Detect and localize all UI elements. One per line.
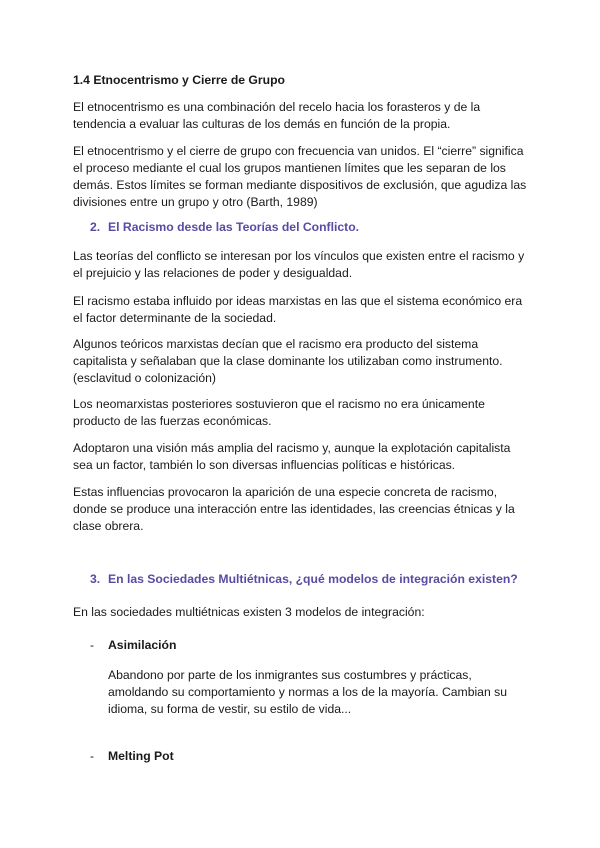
text-line: El racismo estaba influido por ideas marxistas en las que el sistema económico era [73, 294, 523, 308]
text-line: tendencia a evaluar las culturas de los demás en función de la propia. [73, 117, 451, 131]
list-dash: - [90, 749, 95, 763]
list-item-melting-pot [90, 749, 174, 763]
section-3-heading [90, 572, 518, 586]
text-line: el prejuicio y las relaciones de poder y desigualdad. [73, 266, 353, 280]
section-2-paragraph-6 [73, 484, 533, 535]
list-item-asimilacion [90, 638, 176, 652]
section-3-title: En las Sociedades Multiétnicas, ¿qué modelos de integración existen? [108, 572, 518, 586]
text-line: amoldando su comportamiento y normas a los de la mayoría. Cambian su [108, 685, 507, 699]
section-2-title: El Racismo desde las Teorías del Conflicto. [108, 220, 360, 234]
text-line: (esclavitud o colonización) [73, 371, 216, 385]
text-line: Las teorías del conflicto se interesan por los vínculos que existen entre el racismo y [73, 249, 525, 263]
section-2-paragraph-5 [73, 440, 533, 474]
text-line: producto de las fuerzas económicas. [73, 414, 272, 428]
list-item-label: Asimilación [108, 638, 177, 652]
text-line: demás. Estos límites se forman mediante dispositivos de exclusión, que agudiza las [73, 178, 527, 192]
text-line: divisiones entre un grupo y otro (Barth, 1989) [73, 195, 318, 209]
text-line: Algunos teóricos marxistas decían que el racismo era producto del sistema [73, 337, 479, 351]
list-dash: - [90, 638, 95, 652]
asimilacion-description [108, 667, 528, 718]
section-2-paragraph-4 [73, 396, 533, 430]
text-line: Los neomarxistas posteriores sostuvieron que el racismo no era únicamente [73, 397, 485, 411]
text-line: el factor determinante de la sociedad. [73, 311, 277, 325]
section-2-heading [90, 220, 359, 234]
text-line: El etnocentrismo es una combinación del recelo hacia los forasteros y de la [73, 100, 481, 114]
text-line: clase obrera. [73, 519, 144, 533]
text-line: sea un factor, también lo son diversas influencias políticas e históricas. [73, 458, 456, 472]
text-line: el proceso mediante el cual los grupos mantienen límites que les separan de los [73, 161, 506, 175]
section-2-paragraph-1 [73, 248, 533, 282]
text-line: El etnocentrismo y el cierre de grupo con frecuencia van unidos. El “cierre” significa [73, 144, 524, 158]
list-item-label: Melting Pot [108, 749, 174, 763]
section-1-4-paragraph-2 [73, 143, 533, 211]
section-3-intro [73, 604, 533, 621]
text-line: Estas influencias provocaron la aparición de una especie concreta de racismo, [73, 485, 498, 499]
section-3-number: 3. [90, 572, 101, 586]
text-line: Abandono por parte de los inmigrantes sus costumbres y prácticas, [108, 668, 472, 682]
section-2-number: 2. [90, 220, 101, 234]
text-line: Adoptaron una visión más amplia del racismo y, aunque la explotación capitalista [73, 441, 511, 455]
text-line: capitalista y señalaban que la clase dominante los utilizaban como instrumento. [73, 354, 503, 368]
text-line: idioma, su forma de vestir, su estilo de vida... [108, 702, 352, 716]
section-1-4-paragraph-1 [73, 99, 533, 133]
text-line: En las sociedades multiétnicas existen 3 modelos de integración: [73, 605, 425, 619]
section-2-paragraph-2 [73, 293, 533, 327]
section-2-paragraph-3 [73, 336, 533, 387]
section-1-4-heading: 1.4 Etnocentrismo y Cierre de Grupo [73, 73, 285, 87]
text-line: donde se produce una interacción entre las identidades, las creencias étnicas y la [73, 502, 515, 516]
